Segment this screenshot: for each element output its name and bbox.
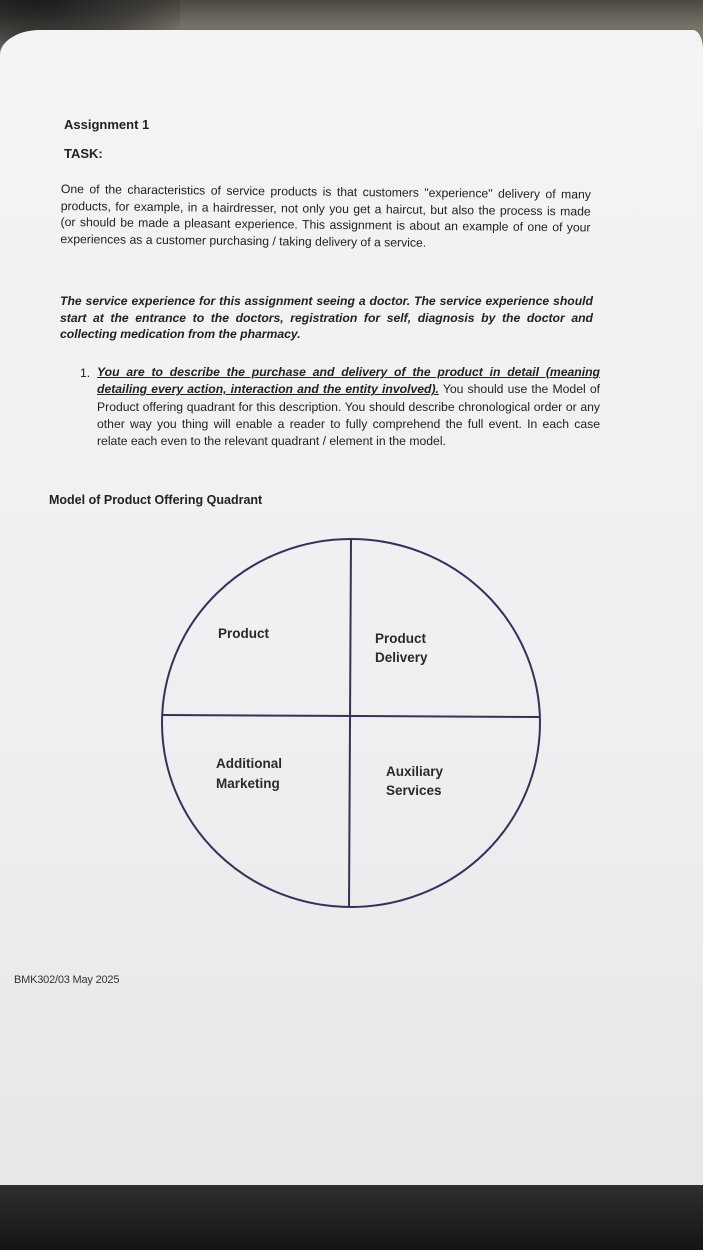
instruction-rest: You should use the Model of Product offering quadrant for this description. You should describe chronological order or any other way you thing will enable a reader to fully comprehend the full event. In each case relate each even to the relevant quadrant / element in the model. — [97, 382, 600, 449]
quadrant-label-auxiliary-services-line1: Auxiliary — [386, 764, 444, 779]
footer-code: BMK302/03 May 2025 — [14, 974, 120, 986]
quadrant-label-product-delivery-line1: Product — [375, 631, 427, 646]
quadrant-label-auxiliary-services-line2: Services — [386, 783, 442, 798]
instruction-emphasis: You are to describe the purchase and delivery of the product in detail (meaning detailing every action, interaction and the entity involved). — [97, 365, 600, 397]
quadrant-label-product: Product — [218, 626, 270, 641]
product-offering-quadrant-diagram — [140, 530, 560, 920]
quadrant-label-additional-marketing-line1: Additional — [216, 756, 282, 771]
quadrant-label-product-delivery-line2: Delivery — [375, 650, 428, 665]
quadrant-label-additional-marketing-line2: Marketing — [216, 776, 280, 791]
scenario-paragraph: The service experience for this assignment seeing a doctor. The service experience should start at the entrance to the doctors, registration for self, diagnosis by the doctor and collecting medication from the pharmacy. — [60, 294, 593, 341]
model-title: Model of Product Offering Quadrant — [49, 493, 263, 507]
task-heading: TASK: — [64, 146, 103, 161]
instruction-item — [97, 364, 600, 450]
intro-paragraph: One of the characteristics of service products is that customers "experience" delivery of many products, for example, in a hairdresser, not only you get a haircut, but also the process is made (or should be made a pleasant experience. This assignment is about an example of one of your experiences as a customer purchasing / taking delivery of a service. — [60, 181, 591, 250]
vertical-divider — [349, 539, 351, 907]
assignment-title: Assignment 1 — [64, 117, 150, 132]
list-number: 1. — [80, 366, 91, 380]
